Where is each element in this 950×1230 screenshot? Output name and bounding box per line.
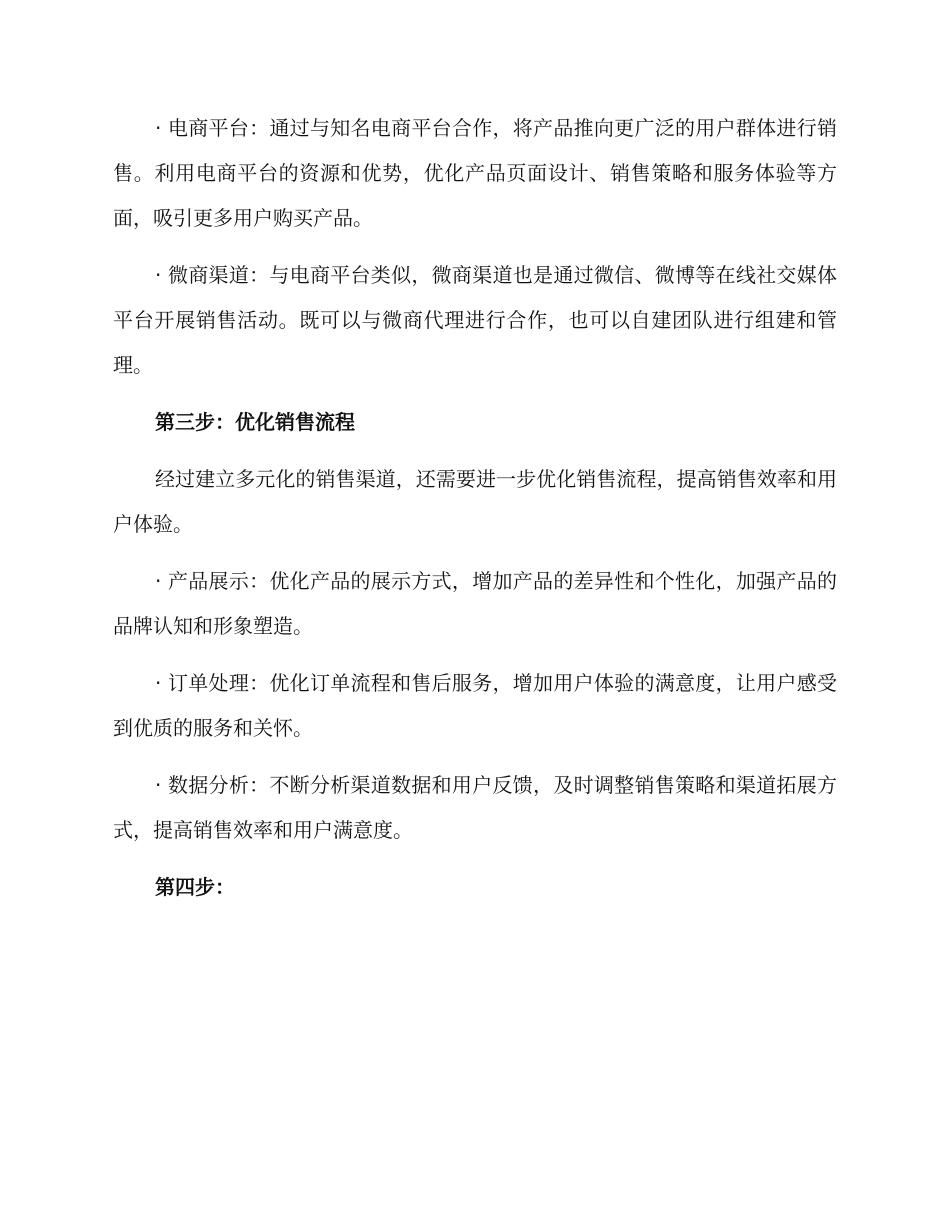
bullet-order-processing: · 订单处理：优化订单流程和售后服务，增加用户体验的满意度，让用户感受到优质的服务和关怀。 (113, 671, 837, 740)
section-heading-step-four: 第四步： (155, 875, 235, 899)
bullet-product-display: · 产品展示：优化产品的展示方式，增加产品的差异性和个性化，加强产品的品牌认知和形象塑造。 (113, 569, 837, 638)
bullet-data-analysis: · 数据分析：不断分析渠道数据和用户反馈，及时调整销售策略和渠道拓展方式，提高销售效率和用户满意度。 (113, 773, 837, 842)
section-heading-step-three: 第三步：优化销售流程 (155, 410, 355, 434)
document-page (113, 106, 837, 922)
bullet-wechat-channel: · 微商渠道：与电商平台类似，微商渠道也是通过微信、微博等在线社交媒体平台开展销售活动。既可以与微商代理进行合作，也可以自建团队进行组建和管理。 (113, 263, 837, 377)
step-three-intro: 经过建立多元化的销售渠道，还需要进一步优化销售流程，提高销售效率和用户体验。 (113, 467, 837, 536)
bullet-ecommerce-platform: · 电商平台：通过与知名电商平台合作，将产品推向更广泛的用户群体进行销售。利用电商平台的资源和优势，优化产品页面设计、销售策略和服务体验等方面，吸引更多用户购买产品。 (113, 116, 837, 230)
